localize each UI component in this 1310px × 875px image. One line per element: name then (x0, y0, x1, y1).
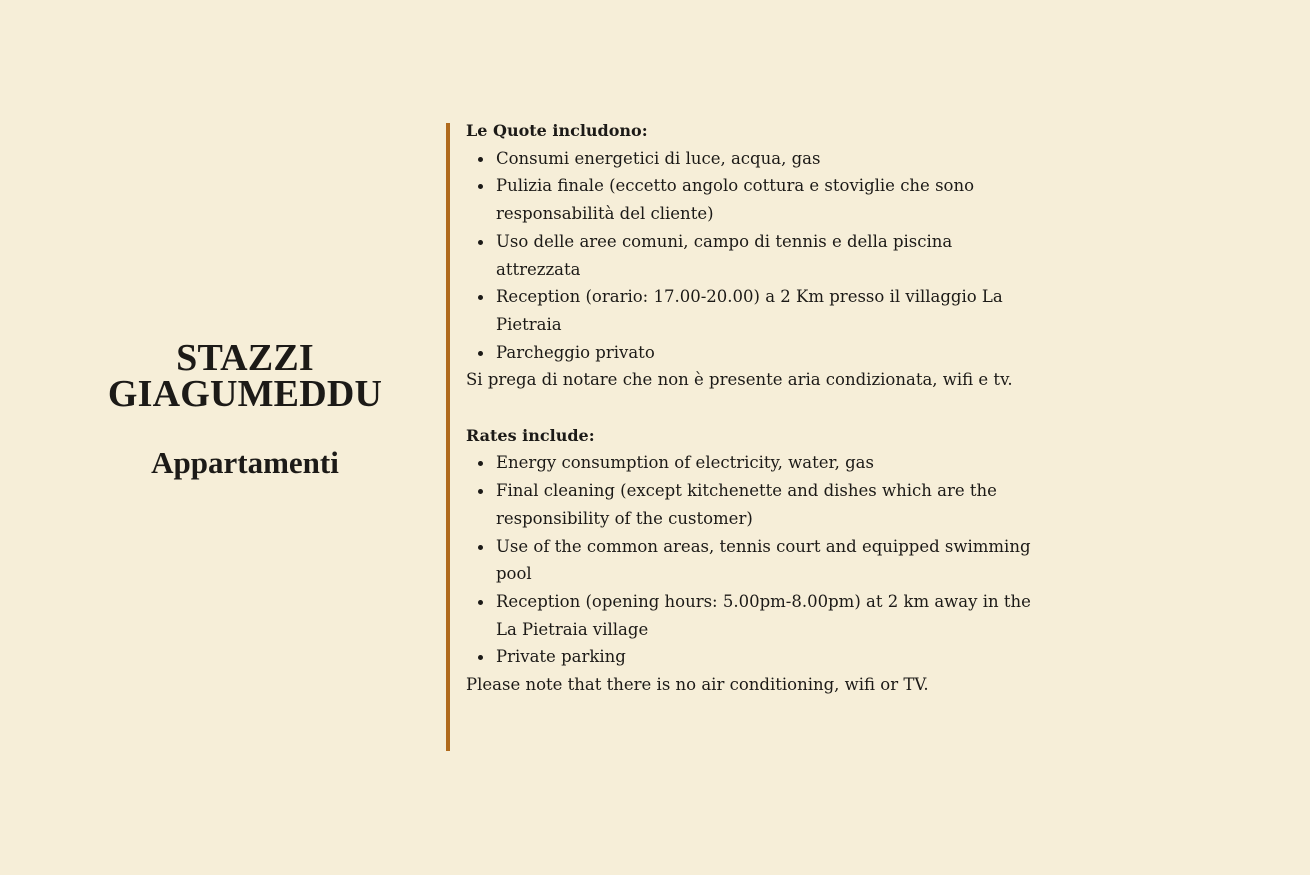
italian-list (466, 145, 1041, 367)
italian-section (466, 117, 1041, 394)
italian-note: Si prega di notare che non è presente aria condizionata, wifi e tv. (466, 370, 1013, 390)
english-note: Please note that there is no air conditioning, wifi or TV. (466, 675, 929, 695)
rates-content (466, 117, 1041, 699)
list-item: Energy consumption of electricity, water, gas (466, 449, 1041, 477)
list-item: Reception (opening hours: 5.00pm-8.00pm) at 2 km away in the La Pietraia village (466, 588, 1041, 643)
section-spacer (466, 394, 1041, 422)
list-item: Reception (orario: 17.00-20.00) a 2 Km presso il villaggio La Pietraia (466, 283, 1041, 338)
list-item: Uso delle aree comuni, campo di tennis e della piscina attrezzata (466, 228, 1041, 283)
list-item: Consumi energetici di luce, acqua, gas (466, 145, 1041, 173)
english-heading: Rates include: (466, 425, 595, 445)
list-item: Parcheggio privato (466, 339, 1041, 367)
brand-title-line-2: GIAGUMEDDU (107, 373, 383, 415)
list-item: Pulizia finale (eccetto angolo cottura e stoviglie che sono responsabilità del cliente) (466, 172, 1041, 227)
vertical-divider (446, 123, 450, 751)
italian-heading: Le Quote includono: (466, 121, 648, 140)
list-item: Private parking (466, 643, 1041, 671)
brand-block (70, 337, 420, 480)
brand-title (70, 337, 420, 415)
english-section (466, 422, 1041, 699)
list-item: Use of the common areas, tennis court and equipped swimming pool (466, 533, 1041, 588)
brand-subtitle: Appartamenti (151, 445, 339, 480)
english-list (466, 449, 1041, 671)
list-item: Final cleaning (except kitchenette and dishes which are the responsibility of the customer) (466, 477, 1041, 532)
brand-title-line-1: STAZZI (176, 337, 314, 379)
